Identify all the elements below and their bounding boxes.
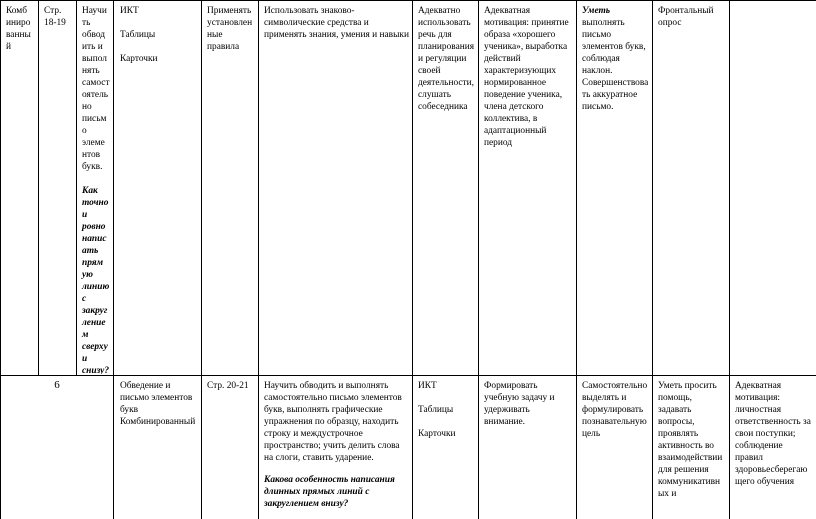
regulatory-cell-2	[481, 379, 576, 519]
pages-text: Стр. 18-19	[44, 6, 66, 28]
table-border-top	[0, 0, 816, 1]
subject-result-bold: Уметь	[582, 6, 611, 16]
regulatory-text-2: Формировать учебную задачу и удерживать внимание.	[484, 381, 555, 427]
topic-cell	[117, 379, 201, 519]
communicative-cell	[415, 4, 478, 374]
problem-question-2: Какова особенность написания длинных прямых линий с закруглением внизу?	[264, 475, 395, 509]
table-col-divider	[38, 0, 39, 375]
table-col-divider	[729, 0, 730, 375]
table-col-divider	[258, 375, 259, 519]
communicative-text: Адекватно использовать речь для планирования и регуляции своей деятельности, слушать собеседника	[418, 6, 475, 112]
resource-tables: Таблицы	[120, 30, 156, 40]
resource-ikt: ИКТ	[120, 6, 139, 16]
subject-result-cell	[579, 4, 652, 374]
goal-text: Научи ть обвод ить и выпол нять самост оятель но письм о элеме нтов букв.	[82, 6, 110, 172]
control-text: Фронтальный опрос	[658, 6, 714, 28]
resource-ikt-2: ИКТ	[418, 381, 437, 391]
cognitive-cell	[261, 4, 412, 374]
table-col-divider	[201, 375, 202, 519]
table-col-divider	[576, 0, 577, 375]
table-col-divider	[652, 375, 653, 519]
topic-text: Обведение и письмо элементов букв Комбинированный	[120, 381, 196, 427]
resources-cell-2	[415, 379, 478, 519]
table-col-divider	[652, 0, 653, 375]
communicative-cell-2	[655, 379, 729, 519]
cognitive-cell-2	[579, 379, 652, 519]
table-col-divider	[576, 375, 577, 519]
personal-text: Адекватная мотивация: принятие образа «хорошего ученика», выработка действий характеризующих нормированное поведение ученика, члена детского коллектива, в адаптационный период	[484, 6, 569, 148]
resource-cards: Карточки	[120, 54, 158, 64]
table-col-divider	[729, 375, 730, 519]
lesson-number	[1, 378, 113, 394]
personal-cell	[481, 4, 576, 374]
table-col-divider	[113, 375, 114, 519]
table-col-divider	[478, 0, 479, 375]
table-border-left	[0, 0, 1, 519]
problem-question: Как точно и ровно напис ать прям ую линию с закруг ление м сверху и снизу?	[82, 186, 110, 374]
pages-cell-2	[204, 379, 258, 519]
cognitive-text: Использовать знаково-символические средства и применять знания, умения и навыки	[264, 6, 409, 40]
resource-cards-2: Карточки	[418, 429, 456, 439]
table-col-divider	[258, 0, 259, 375]
control-cell	[655, 4, 729, 374]
communicative-text-2: Уметь просить помощь, задавать вопросы, проявлять активность во взаимодействии для решения коммуникативн ых и	[658, 381, 723, 499]
goal-text-2: Научить обводить и выполнять самостоятельно письмо элементов букв, выполнять графические упражнения по образцу, находить строку и междустрочное пространство; учить делить слова на слоги, ставить ударение.	[264, 381, 402, 463]
regulatory-text: Применять установлен ные правила	[207, 6, 253, 52]
pages-text-2: Стр. 20-21	[207, 381, 249, 391]
lesson-number-text: 6	[54, 379, 60, 391]
regulatory-cell	[204, 4, 258, 374]
personal-cell-2	[732, 379, 816, 519]
subject-result-text: выполнять письмо элементов букв, соблюдая наклон. Совершенствова ть аккуратное письмо.	[582, 18, 649, 112]
lesson-type-cell	[3, 4, 38, 374]
table-row-divider	[0, 375, 816, 376]
pages-cell	[41, 4, 76, 374]
cognitive-text-2: Самостоятельно выделять и формулировать познавательную цель	[582, 381, 648, 439]
table-col-divider	[76, 0, 77, 375]
table-col-divider	[113, 0, 114, 375]
resource-tables-2: Таблицы	[418, 405, 454, 415]
table-col-divider	[412, 0, 413, 375]
table-col-divider	[478, 375, 479, 519]
personal-text-2: Адекватная мотивация: личностная ответственность за свои поступки; соблюдение правил здоровьесберегаю щего обучения	[735, 381, 811, 487]
table-col-divider	[201, 0, 202, 375]
resources-cell	[117, 4, 201, 374]
goal-cell-2	[261, 379, 412, 519]
table-col-divider	[412, 375, 413, 519]
lesson-type-text: Комб иниро ванны й	[6, 6, 31, 52]
goal-cell	[79, 4, 113, 374]
